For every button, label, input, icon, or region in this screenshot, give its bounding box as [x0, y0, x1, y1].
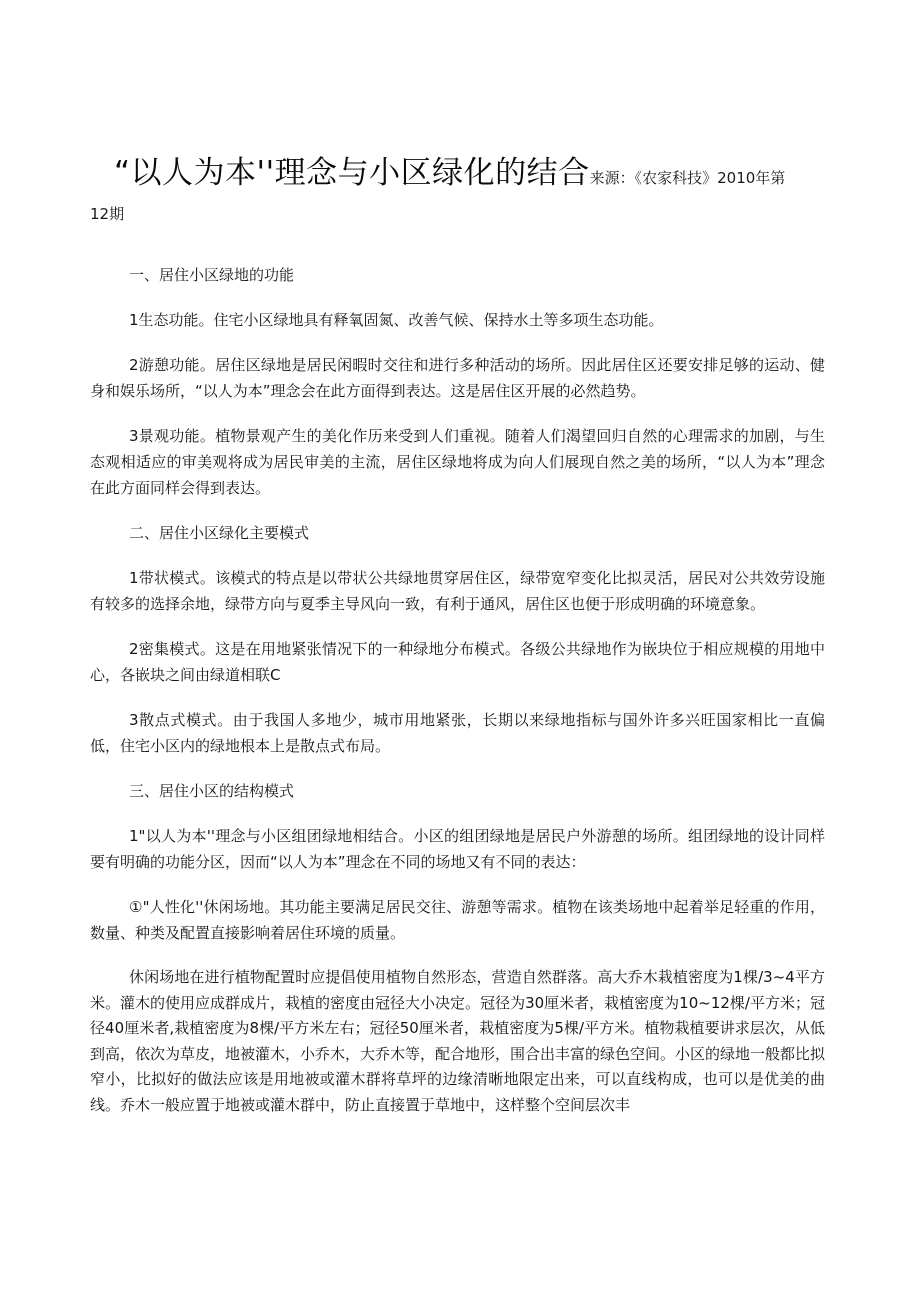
- paragraph-landscape-function: 3景观功能。植物景观产生的美化作历来受到人们重视。随着人们渴望回归自然的心理需求的加剧，与生态观相适应的审美观将成为居民审美的主流，居住区绿地将成为向人们展现自然之美的场所，“以人为本”理念在此方面同样会得到表达。: [90, 427, 825, 497]
- paragraph-belt-mode: 1带状模式。该模式的特点是以带状公共绿地贯穿居住区，绿带宽窄变化比拟灵活，居民对公共效劳设施有较多的选择余地，绿带方向与夏季主导风向一致，有利于通风，居住区也便于形成明确的环境意象。: [90, 569, 825, 613]
- title-line: [90, 150, 825, 201]
- title-block: [90, 150, 825, 225]
- document-issue: 12期: [90, 205, 125, 223]
- paragraph-group-green: 1"以人为本''理念与小区组团绿地相结合。小区的组团绿地是居民户外游憩的场所。组团绿地的设计同样要有明确的功能分区，因而“以人为本”理念在不同的场地又有不同的表达：: [90, 827, 825, 871]
- paragraph-leisure-area: ①"人性化''休闲场地。其功能主要满足居民交往、游憩等需求。植物在该类场地中起着举足轻重的作用，数量、种类及配置直接影响着居住环境的质量。: [90, 898, 825, 942]
- document-title: “以人为本''理念与小区绿化的结合: [114, 155, 590, 191]
- paragraph-scattered-mode: 3散点式模式。由于我国人多地少，城市用地紧张，长期以来绿地指标与国外许多兴旺国家相比一直偏低，住宅小区内的绿地根本上是散点式布局。: [90, 711, 825, 755]
- paragraph-recreation-function: 2游憩功能。居住区绿地是居民闲暇时交往和进行多种活动的场所。因此居住区还要安排足够的运动、健身和娱乐场所，“以人为本”理念会在此方面得到表达。这是居住区开展的必然趋势。: [90, 356, 825, 400]
- paragraph-ecological-function: 1生态功能。住宅小区绿地具有释氧固氮、改善气候、保持水土等多项生态功能。: [129, 311, 664, 329]
- paragraph-planting-configuration: 休闲场地在进行植物配置时应提倡使用植物自然形态，营造自然群落。高大乔木栽植密度为1棵/3~4平方米。灌木的使用应成群成片，栽植的密度由冠径大小决定。冠径为30厘米者，栽植密度为10~12棵/平方米；冠径40厘米者,栽植密度为8棵/平方米左右；冠径50厘米者，栽植密度为5棵/平方米。植物栽植要讲求层次，从低到高，依次为草皮，地被灌木，小乔木，大乔木等，配合地形，围合出丰富的绿色空间。小区的绿地一般都比拟窄小，比拟好的做法应该是用地被或灌木群将草坪的边缘清晰地限定出来，可以直线构成，也可以是优美的曲线。乔木一般应置于地被或灌木群中，防止直接置于草地中，这样整个空间层次丰: [90, 968, 826, 1114]
- article-body: [90, 262, 825, 1137]
- document-source: 来源：《农家科技》2010年第: [589, 169, 786, 187]
- section-heading-2: 二、居住小区绿化主要模式: [129, 524, 310, 542]
- section-heading-3: 三、居住小区的结构模式: [129, 782, 295, 800]
- paragraph-dense-mode: 2密集模式。这是在用地紧张情况下的一种绿地分布模式。各级公共绿地作为嵌块位于相应规模的用地中心，各嵌块之间由绿道相联C: [90, 640, 825, 684]
- section-heading-1: 一、居住小区绿地的功能: [129, 266, 295, 284]
